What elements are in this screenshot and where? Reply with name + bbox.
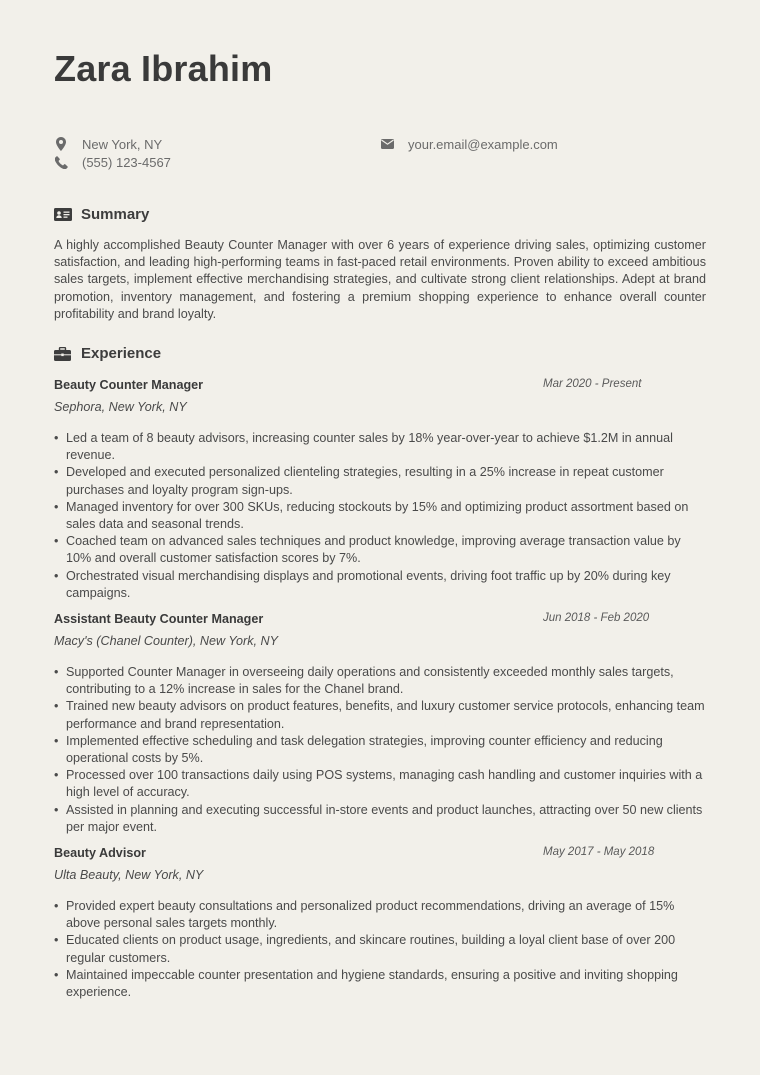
job-bullet: • Implemented effective scheduling and task delegation strategies, improving counter efficiency and reducing operational costs by 5%. bbox=[54, 733, 706, 767]
job-bullet: • Educated clients on product usage, ingredients, and skincare routines, building a loyal client base of over 200 regular customers. bbox=[54, 932, 706, 966]
job-bullet: • Coached team on advanced sales techniques and product knowledge, improving average transaction value by 10% and overall customer satisfaction scores by 7%. bbox=[54, 533, 706, 567]
experience-heading-text: Experience bbox=[81, 345, 162, 362]
job-title: Beauty Counter Manager bbox=[54, 378, 204, 392]
job-bullet: • Developed and executed personalized clienteling strategies, resulting in a 25% increase in repeat customer purchases and loyalty program sign-ups. bbox=[54, 464, 706, 498]
job-bullet: • Orchestrated visual merchandising displays and promotional events, driving foot traffic up by 20% during key campaigns. bbox=[54, 568, 706, 602]
job-company: Sephora, New York, NY bbox=[54, 400, 187, 414]
job-dates: Jun 2018 - Feb 2020 bbox=[543, 612, 650, 624]
job-bullet: • Trained new beauty advisors on product features, benefits, and luxury customer service protocols, enhancing team performance and brand representation. bbox=[54, 698, 706, 732]
envelope-icon bbox=[380, 137, 394, 151]
job-bullet: • Led a team of 8 beauty advisors, increasing counter sales by 18% year-over-year to achieve $1.2M in annual revenue. bbox=[54, 430, 706, 464]
job-bullets bbox=[54, 898, 706, 1001]
briefcase-icon bbox=[54, 347, 72, 361]
job-bullets bbox=[54, 430, 706, 602]
job-dates: Mar 2020 - Present bbox=[543, 378, 642, 390]
job-company: Ulta Beauty, New York, NY bbox=[54, 868, 204, 882]
job-dates: May 2017 - May 2018 bbox=[543, 846, 655, 858]
contact-phone bbox=[54, 153, 171, 171]
phone-icon bbox=[54, 155, 68, 169]
job-bullet: • Maintained impeccable counter presentation and hygiene standards, ensuring a positive and inviting shopping experience. bbox=[54, 967, 706, 1001]
summary-text: A highly accomplished Beauty Counter Manager with over 6 years of experience driving sales, optimizing customer satisfaction, and leading high-performing teams in fast-paced retail environments. Proven ability to exceed ambitious sales targets, implement effective merchandising strategies, and cultivate strong client relationships. Adept at brand promotion, inventory management, and fostering a premium shopping experience to enhance overall counter profitability and brand loyalty. bbox=[54, 238, 706, 321]
id-card-icon bbox=[54, 208, 72, 222]
email-text[interactable]: your.email@example.com bbox=[408, 136, 558, 152]
map-pin-icon bbox=[54, 137, 68, 151]
job-bullet: • Processed over 100 transactions daily using POS systems, managing cash handling and customer inquiries with a high level of accuracy. bbox=[54, 767, 706, 801]
contact-email bbox=[380, 135, 558, 153]
candidate-name: Zara Ibrahim bbox=[54, 48, 273, 89]
job-bullet: • Supported Counter Manager in overseeing daily operations and consistently exceeded monthly sales targets, contributing to a 12% increase in sales for the Chanel brand. bbox=[54, 664, 706, 698]
job-bullet: • Provided expert beauty consultations and personalized product recommendations, driving an average of 15% above personal sales targets monthly. bbox=[54, 898, 706, 932]
job-bullet: • Assisted in planning and executing successful in-store events and product launches, attracting over 50 new clients per major event. bbox=[54, 802, 706, 836]
job-company: Macy's (Chanel Counter), New York, NY bbox=[54, 634, 279, 648]
contact-location bbox=[54, 135, 162, 153]
job-title: Assistant Beauty Counter Manager bbox=[54, 612, 264, 626]
phone-text: (555) 123-4567 bbox=[82, 154, 171, 170]
job-title: Beauty Advisor bbox=[54, 846, 146, 860]
experience-heading bbox=[54, 345, 161, 362]
location-text: New York, NY bbox=[82, 136, 163, 152]
job-bullets bbox=[54, 664, 706, 836]
summary-heading-text: Summary bbox=[81, 206, 150, 223]
summary-heading bbox=[54, 206, 149, 223]
job-bullet: • Managed inventory for over 300 SKUs, reducing stockouts by 15% and optimizing product assortment based on sales data and seasonal trends. bbox=[54, 499, 706, 533]
